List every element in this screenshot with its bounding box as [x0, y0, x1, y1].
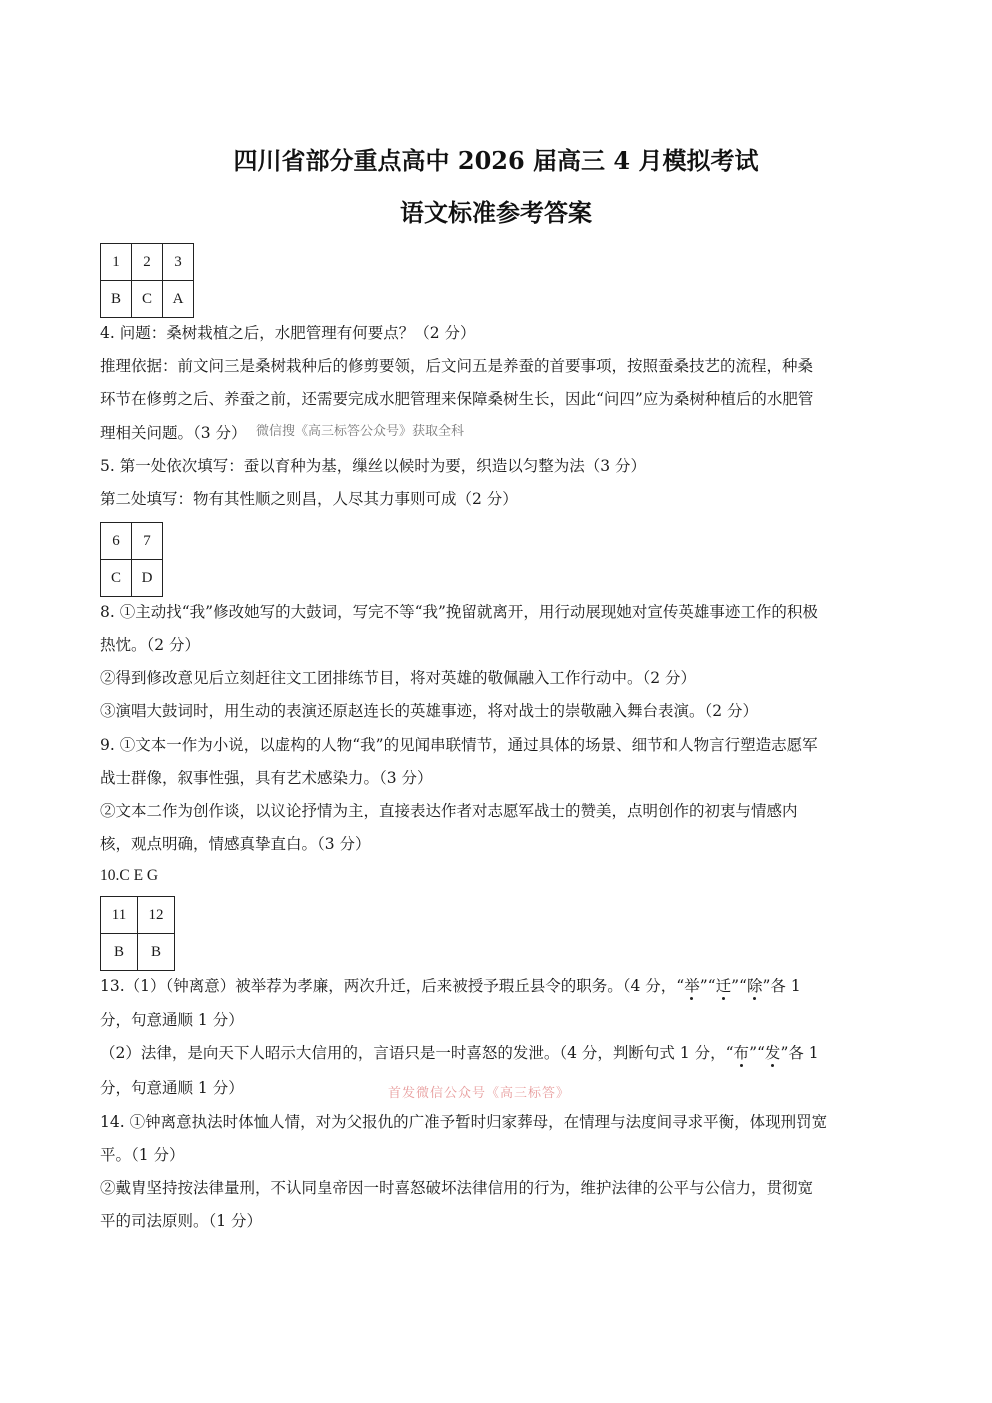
q14-line-1: 14. ①钟离意执法时体恤人情，对为父报仇的广准予暂时归家葬母，在情理与法度间寻求平衡，体现刑罚宽	[100, 1113, 828, 1131]
page-title: 四川省部分重点高中 2026 届高三 4 月模拟考试	[233, 146, 759, 175]
question-number: 3	[163, 244, 194, 281]
q13-line-2: 分，句意通顺 1 分）	[100, 1011, 244, 1029]
answer-cell: A	[163, 281, 194, 318]
keyword-emphasis: 迁	[715, 977, 732, 995]
q8-line-1: 8. ①主动找“我”修改她写的大鼓词，写完不等“我”挽留就离开，用行动展现她对宣传英雄事迹工作的积极	[100, 603, 818, 621]
question-number: 7	[132, 523, 163, 560]
q14-line-4: 平的司法原则。（1 分）	[100, 1212, 263, 1230]
answer-cell: B	[101, 934, 138, 971]
q8-line-4: ③演唱大鼓词时，用生动的表演还原赵连长的英雄事迹，将对战士的崇敬融入舞台表演。（2 分）	[100, 702, 759, 720]
q4-line-4: 理相关问题。（3 分）	[100, 424, 247, 442]
q9-line-2: 战士群像，叙事性强，具有艺术感染力。（3 分）	[100, 769, 433, 787]
q9-line-1: 9. ①文本一作为小说，以虚构的人物“我”的见闻串联情节，通过具体的场景、细节和人物言行塑造志愿军	[100, 736, 818, 754]
keyword-emphasis: 举	[684, 977, 700, 995]
answer-table-6-7	[100, 522, 163, 597]
q8-line-3: ②得到修改意见后立刻赶往文工团排练节目，将对英雄的敬佩融入工作行动中。（2 分）	[100, 669, 697, 687]
answer-cell: C	[101, 560, 132, 597]
q13-line-1-tail: ”各 1	[762, 977, 801, 995]
question-number: 6	[101, 523, 132, 560]
q8-line-2: 热忱。（2 分）	[100, 636, 201, 654]
q4-line-1: 4. 问题：桑树栽植之后，水肥管理有何要点？（2 分）	[100, 324, 476, 342]
answer-cell: D	[132, 560, 163, 597]
q4-line-2: 推理依据：前文问三是桑树栽种后的修剪要领，后文问五是养蚕的首要事项，按照蚕桑技艺的流程，种桑	[100, 357, 814, 375]
keyword-emphasis: 发	[764, 1044, 781, 1062]
answer-table-1-3	[100, 243, 194, 318]
answer-cell: B	[101, 281, 132, 318]
q9-line-4: 核，观点明确，情感真挚直白。（3 分）	[100, 835, 371, 853]
keyword-emphasis: 布	[733, 1044, 750, 1062]
keyword-emphasis: 除	[746, 977, 763, 995]
q13-line-3-tail: ”各 1	[780, 1044, 819, 1062]
q10-answer: 10.C E G	[100, 867, 159, 884]
q14-line-2: 平。（1 分）	[100, 1146, 185, 1164]
q13-line-3: （2）法律，是向天下人昭示大信用的，言语只是一时喜怒的发泄。（4 分，判断句式 1 分，“布”“发”各 1	[100, 1044, 819, 1062]
page-subtitle: 语文标准参考答案	[400, 198, 592, 227]
q13-line-1-text: 13.（1）（钟离意）被举荐为孝廉，两次升迁，后来被授予瑕丘县令的职务。（4 分，“	[100, 977, 685, 995]
q13-line-1: 13.（1）（钟离意）被举荐为孝廉，两次升迁，后来被授予瑕丘县令的职务。（4 分，“举”“迁”“除”各 1	[100, 977, 801, 995]
watermark-text: 首发微信公众号《高三标答》	[388, 1085, 571, 1100]
q13-line-3-text: （2）法律，是向天下人昭示大信用的，言语只是一时喜怒的发泄。（4 分，判断句式 1 分，“	[100, 1044, 734, 1062]
answer-table-11-12	[100, 896, 175, 971]
q13-line-4: 分，句意通顺 1 分）	[100, 1079, 244, 1097]
question-number: 12	[138, 897, 175, 934]
q4-line-3: 环节在修剪之后、养蚕之前，还需要完成水肥管理来保障桑树生长，因此“问四”应为桑树种植后的水肥管	[100, 390, 814, 408]
q9-line-3: ②文本二作为创作谈，以议论抒情为主，直接表达作者对志愿军战士的赞美，点明创作的初衷与情感内	[100, 802, 798, 820]
answer-cell: B	[138, 934, 175, 971]
question-number: 1	[101, 244, 132, 281]
q5-line-1: 5. 第一处依次填写：蚕以育种为基，缫丝以候时为要，织造以匀整为法（3 分）	[100, 457, 647, 475]
question-number: 2	[132, 244, 163, 281]
watermark-text: 微信搜《高三标答公众号》获取全科	[256, 423, 465, 438]
question-number: 11	[101, 897, 138, 934]
q14-line-3: ②戴胄坚持按法律量刑，不认同皇帝因一时喜怒破坏法律信用的行为，维护法律的公平与公信力，贯彻宽	[100, 1179, 814, 1197]
answer-cell: C	[132, 281, 163, 318]
q5-line-2: 第二处填写：物有其性顺之则昌，人尽其力事则可成（2 分）	[100, 490, 518, 508]
